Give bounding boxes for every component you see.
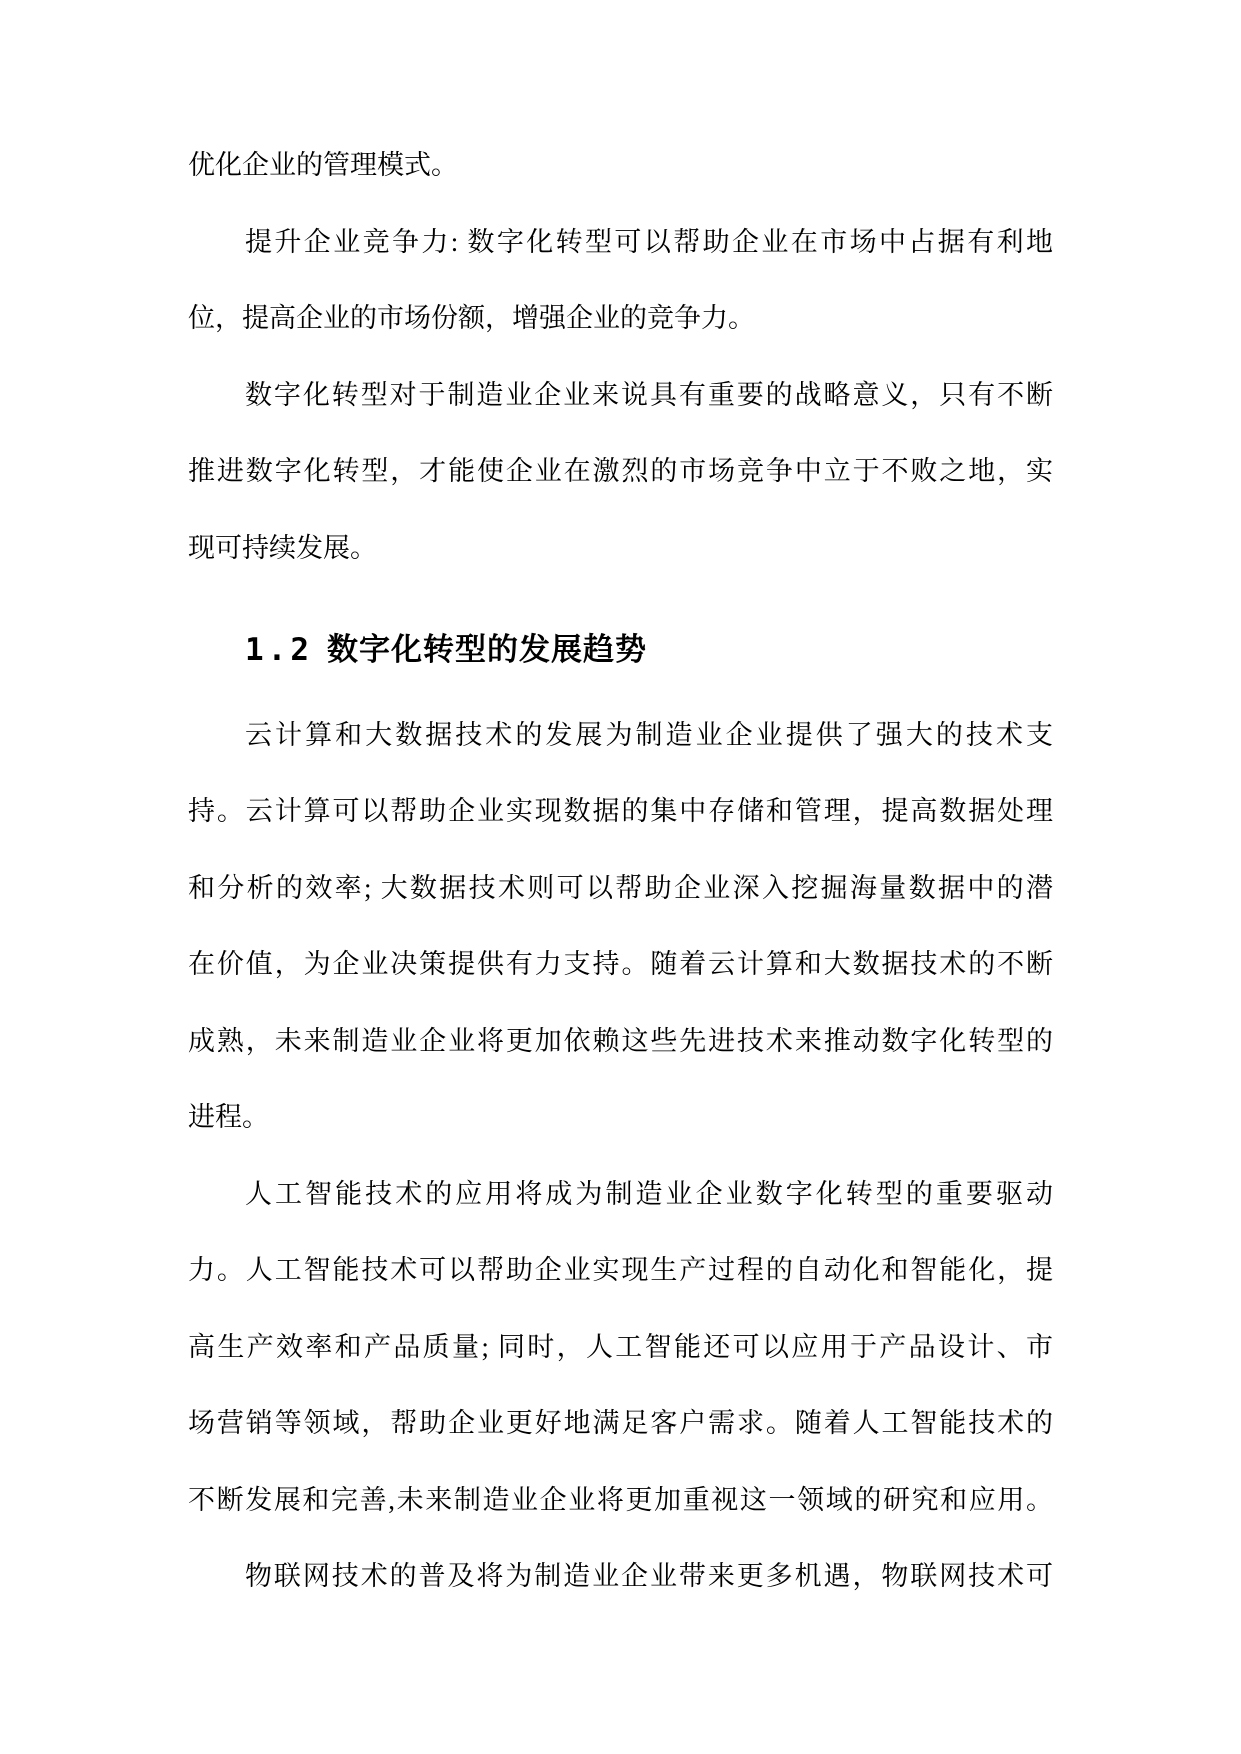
paragraph-line: 在价值，为企业决策提供有力支持。随着云计算和大数据技术的不断 bbox=[188, 949, 1053, 979]
paragraph-line: 成熟，未来制造业企业将更加依赖这些先进技术来推动数字化转型的 bbox=[188, 1025, 1053, 1056]
paragraph-line: 进程。 bbox=[188, 1102, 269, 1132]
paragraph bbox=[188, 697, 1053, 1156]
document-content bbox=[188, 127, 1053, 1615]
section-heading-title: 数字化转型的发展趋势 bbox=[327, 632, 647, 668]
paragraph-line: 场营销等领域，帮助企业更好地满足客户需求。随着人工智能技术的 bbox=[188, 1408, 1053, 1438]
paragraph bbox=[188, 204, 1053, 357]
paragraph-line: 不断发展和完善,未来制造业企业将更加重视这一领域的研究和应用。 bbox=[188, 1484, 1053, 1515]
paragraph-line: 优化企业的管理模式。 bbox=[188, 150, 458, 180]
paragraph bbox=[188, 357, 1053, 587]
paragraph-line: 和分析的效率; 大数据技术则可以帮助企业深入挖掘海量数据中的潜 bbox=[188, 872, 1053, 903]
paragraph bbox=[188, 1156, 1053, 1539]
paragraph-line: 物联网技术的普及将为制造业企业带来更多机遇，物联网技术可 bbox=[245, 1561, 1053, 1591]
paragraph bbox=[188, 127, 1053, 204]
section-heading bbox=[188, 612, 1053, 689]
paragraph-line: 现可持续发展。 bbox=[188, 532, 377, 563]
paragraph-line: 云计算和大数据技术的发展为制造业企业提供了强大的技术支 bbox=[245, 719, 1053, 750]
paragraph-line: 提升企业竞争力: 数字化转型可以帮助企业在市场中占据有利地 bbox=[245, 226, 1053, 257]
paragraph-line: 人工智能技术的应用将成为制造业企业数字化转型的重要驱动 bbox=[245, 1178, 1053, 1209]
paragraph-line: 推进数字化转型，才能使企业在激烈的市场竞争中立于不败之地，实 bbox=[188, 456, 1053, 486]
paragraph-line: 持。云计算可以帮助企业实现数据的集中存储和管理，提高数据处理 bbox=[188, 796, 1053, 826]
paragraph bbox=[188, 1538, 1053, 1615]
paragraph-line: 位，提高企业的市场份额，增强企业的竞争力。 bbox=[188, 303, 755, 333]
paragraph-line: 力。人工智能技术可以帮助企业实现生产过程的自动化和智能化，提 bbox=[188, 1255, 1053, 1285]
paragraph-line: 高生产效率和产品质量; 同时，人工智能还可以应用于产品设计、市 bbox=[188, 1331, 1053, 1362]
paragraph-line: 数字化转型对于制造业企业来说具有重要的战略意义，只有不断 bbox=[245, 379, 1053, 410]
section-heading-number: 1.2 bbox=[245, 632, 313, 668]
